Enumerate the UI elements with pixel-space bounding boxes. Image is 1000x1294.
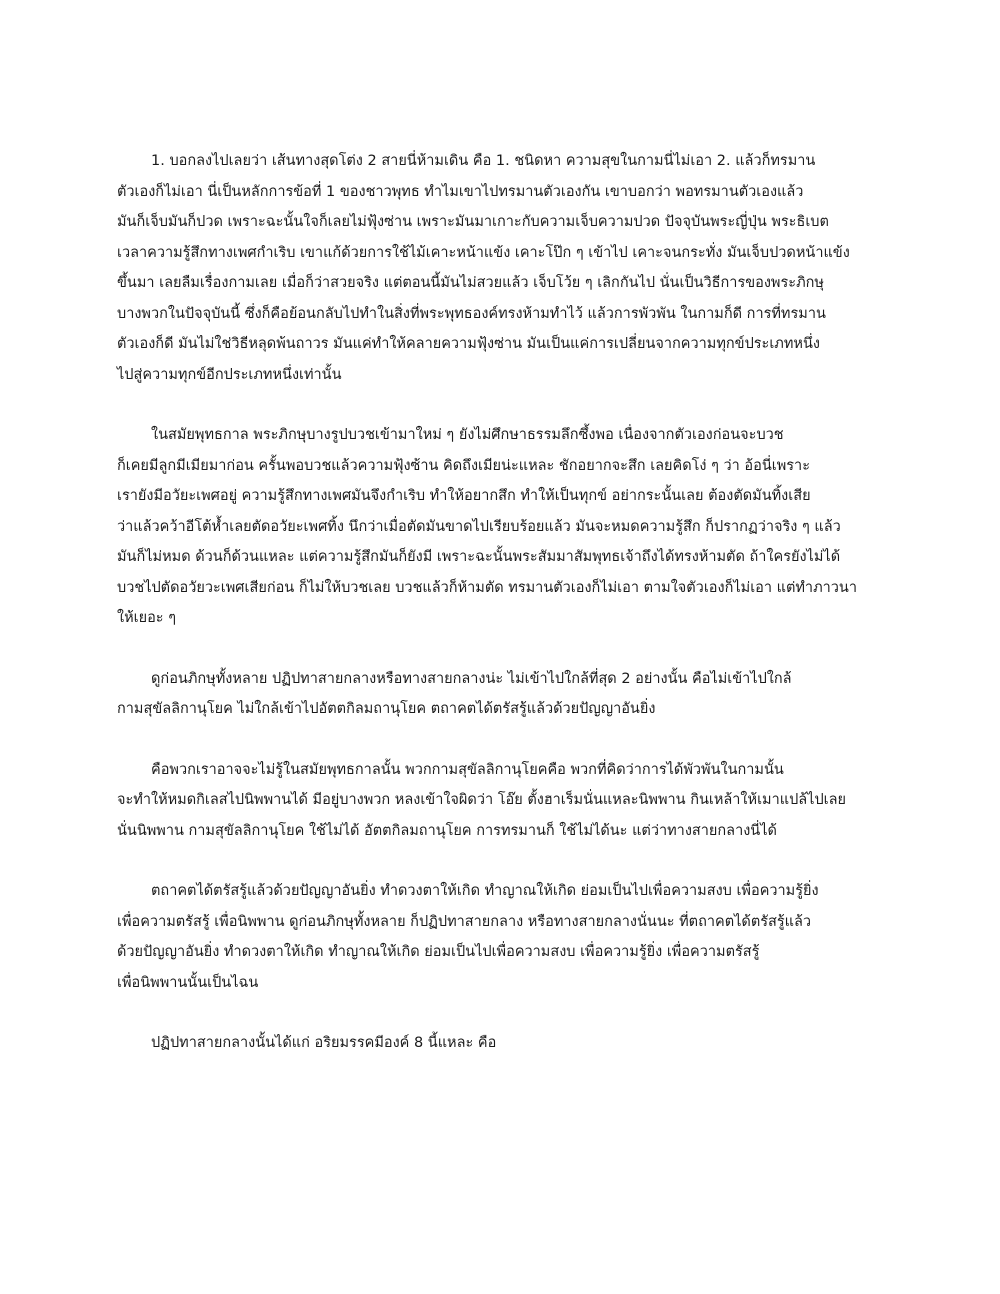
text-line: มันก็เจ็บมันก็ปวด เพราะฉะนั้นใจก็เลยไม่ฟุ้งซ่าน เพราะมันมาเกาะกับความเจ็บความปวด ปัจจุบันพระญี่ปุ่น พระธิเบต bbox=[117, 214, 829, 230]
text-line: 1. บอกลงไปเลยว่า เส้นทางสุดโต่ง 2 สายนี่ห้ามเดิน คือ 1. ชนิดหา ความสุขในกามนี่ไม่เอา 2. แล้วก็ทรมาน bbox=[151, 153, 816, 169]
text-line: ไปสู่ความทุกข์อีกประเภทหนึ่งเท่านั้น bbox=[117, 366, 342, 383]
document-body bbox=[117, 146, 857, 1059]
paragraph-6 bbox=[117, 1028, 857, 1059]
paragraph-gap bbox=[117, 846, 857, 876]
text-line: นั่นนิพพาน กามสุขัลลิกานุโยค ใช้ไม่ได้ อัตตกิลมถานุโยค การทรมานก็ ใช้ไม่ได้นะ แต่ว่าทางสายกลางนี่ได้ bbox=[117, 822, 777, 839]
text-line: คือพวกเราอาจจะไม่รู้ในสมัยพุทธกาลนั้น พวกกามสุขัลลิกานุโยคคือ พวกที่คิดว่าการได้พัวพันในกามนั้น bbox=[151, 761, 784, 778]
text-line: ด้วยปัญญาอันยิ่ง ทำดวงตาให้เกิด ทำญาณให้เกิด ย่อมเป็นไปเพื่อความสงบ เพื่อความรู้ยิ่ง เพื่อความตรัสรู้ bbox=[117, 944, 760, 960]
text-line: ให้เยอะ ๆ bbox=[117, 610, 176, 626]
paragraph-gap bbox=[117, 634, 857, 664]
paragraph-2 bbox=[117, 420, 857, 634]
text-line: ขึ้นมา เลยลืมเรื่องกามเลย เมื่อก็ว่าสวยจริง แต่ตอนนี้มันไม่สวยแล้ว เจ็บโว้ย ๆ เลิกกันไป นั่นเป็นวิธีการของพระภิกษุ bbox=[117, 275, 824, 291]
text-line: ในสมัยพุทธกาล พระภิกษุบางรูปบวชเข้ามาใหม่ ๆ ยังไม่ศึกษาธรรมลึกซึ้งพอ เนื่องจากตัวเองก่อนจะบวช bbox=[151, 427, 784, 443]
text-line: เพื่อความตรัสรู้ เพื่อนิพพาน ดูก่อนภิกษุทั้งหลาย ก็ปฏิปทาสายกลาง หรือทางสายกลางนั่นนะ ที่ตถาคตได้ตรัสรู้แล้ว bbox=[117, 913, 812, 930]
text-line: ตถาคตได้ตรัสรู้แล้วด้วยปัญญาอันยิ่ง ทำดวงตาให้เกิด ทำญาณให้เกิด ย่อมเป็นไปเพื่อความสงบ เพื่อความรู้ยิ่ง bbox=[151, 883, 819, 899]
paragraph-5 bbox=[117, 876, 857, 998]
text-line: จะทำให้หมดกิเลสไปนิพพานได้ มีอยู่บางพวก หลงเข้าใจผิดว่า โอ๊ย ตั้งฮาเร็มนั่นแหละนิพพาน กินเหล้าให้เมาแปล้ไปเลย bbox=[117, 792, 847, 808]
text-line: เวลาความรู้สึกทางเพศกำเริบ เขาแก้ด้วยการใช้ไม้เคาะหน้าแข้ง เคาะโป๊ก ๆ เข้าไป เคาะจนกระทั่ง มันเจ็บปวดหน้าแข้ง bbox=[117, 244, 850, 261]
text-line: ปฏิปทาสายกลางนั้นได้แก่ อริยมรรคมีองค์ 8 นี้แหละ คือ bbox=[151, 1035, 497, 1051]
paragraph-gap bbox=[117, 390, 857, 420]
text-line: กามสุขัลลิกานุโยค ไม่ใกล้เข้าไปอัตตกิลมถานุโยค ตถาคตได้ตรัสรู้แล้วด้วยปัญญาอันยิ่ง bbox=[117, 701, 656, 717]
paragraph-1 bbox=[117, 146, 857, 390]
paragraph-gap bbox=[117, 725, 857, 755]
text-line: ดูก่อนภิกษุทั้งหลาย ปฏิปทาสายกลางหรือทางสายกลางน่ะ ไม่เข้าไปใกล้ที่สุด 2 อย่างนั้น คือไม่เข้าไปใกล้ bbox=[151, 670, 792, 687]
text-line: ตัวเองก็ดี มันไม่ใช่วิธีหลุดพ้นถาวร มันแค่ทำให้คลายความฟุ้งซ่าน มันเป็นแค่การเปลี่ยนจากความทุกข์ประเภทหนึ่ง bbox=[117, 336, 820, 352]
text-line: เพื่อนิพพานนั้นเป็นไฉน bbox=[117, 974, 259, 991]
text-line: บางพวกในปัจจุบันนี้ ซึ่งก็คือย้อนกลับไปทำในสิ่งที่พระพุทธองค์ทรงห้ามทำไว้ แล้วการพัวพัน ในกามก็ดี การที่ทรมาน bbox=[117, 305, 826, 322]
text-line: เรายังมีอวัยะเพศอยู่ ความรู้สึกทางเพศมันจึงกำเริบ ทำให้อยากสึก ทำให้เป็นทุกข์ อย่ากระนั้นเลย ต้องตัดมันทิ้งเสีย bbox=[117, 488, 811, 504]
text-line: ว่าแล้วคว้าอีโต้ห้ำเลยตัดอวัยะเพศทิ้ง นึกว่าเมื่อตัดมันขาดไปเรียบร้อยแล้ว มันจะหมดความรู้สึก ก็ปรากฏว่าจริง ๆ แล้ว bbox=[117, 518, 841, 535]
text-line: มันก็ไม่หมด ด้วนก็ด้วนแหละ แต่ความรู้สึกมันก็ยังมี เพราะฉะนั้นพระสัมมาสัมพุทธเจ้าถึงได้ทรงห้ามตัด ถ้าใครยังไม่ได้ bbox=[117, 549, 841, 565]
text-line: ก็เคยมีลูกมีเมียมาก่อน ครั้นพอบวชแล้วความฟุ้งซ้าน คิดถึงเมียน่ะแหละ ชักอยากจะสึก เลยคิดโง่ ๆ ว่า อ้อนี่เพราะ bbox=[117, 457, 810, 474]
text-line: ตัวเองก็ไม่เอา นี่เป็นหลักการข้อที่ 1 ของชาวพุทธ ทำไมเขาไปทรมานตัวเองกัน เขาบอกว่า พอทรมานตัวเองแล้ว bbox=[117, 183, 804, 200]
paragraph-gap bbox=[117, 998, 857, 1028]
paragraph-4 bbox=[117, 755, 857, 847]
text-line: บวชไปตัดอวัยวะเพศเสียก่อน ก็ไม่ให้บวชเลย บวชแล้วก็ห้ามตัด ทรมานตัวเองก็ไม่เอา ตามใจตัวเองก็ไม่เอา แต่ทำภาวนา bbox=[117, 579, 857, 596]
paragraph-3 bbox=[117, 664, 857, 725]
